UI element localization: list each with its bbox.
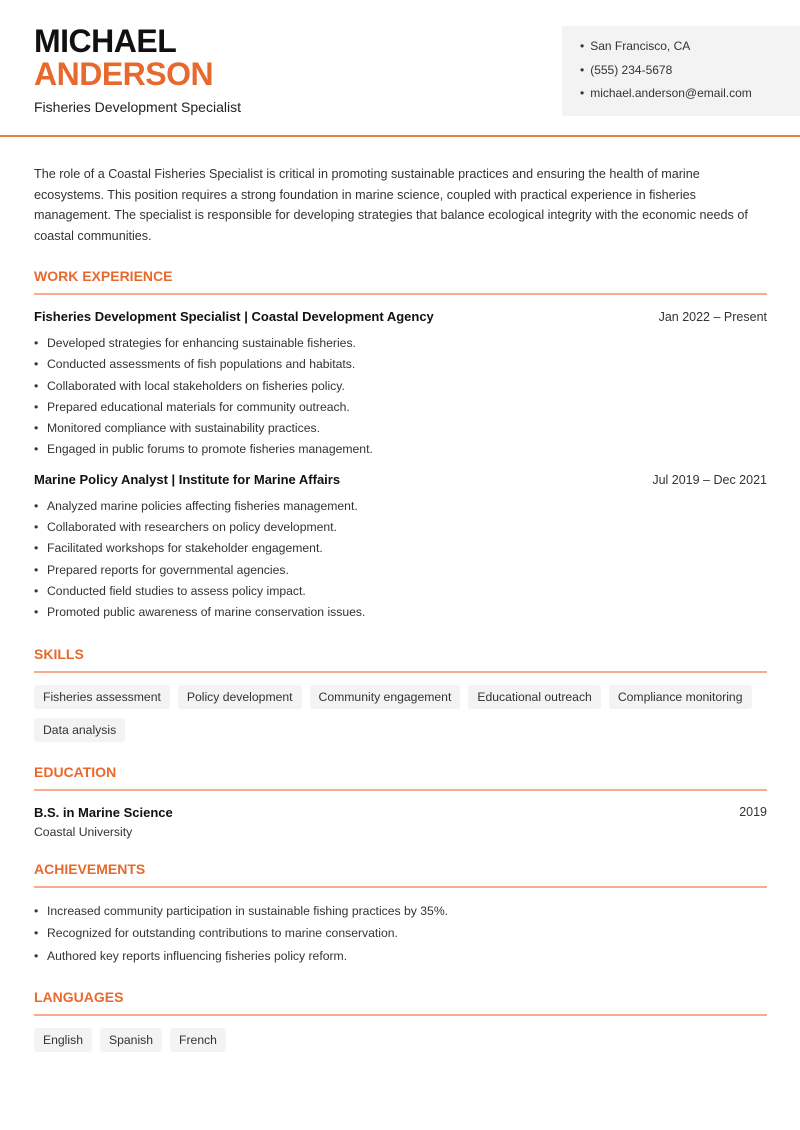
- list-item: • Increased community participation in sustainable fishing practices by 35%.: [34, 900, 767, 923]
- degree: B.S. in Marine Science: [34, 804, 173, 820]
- job-header: [34, 472, 767, 488]
- list-item: • Facilitated workshops for stakeholder engagement.: [34, 538, 767, 559]
- list-item: • Analyzed marine policies affecting fisheries management.: [34, 496, 767, 517]
- first-name: MICHAEL: [34, 23, 177, 59]
- job-bullets: [34, 333, 767, 461]
- job-header: [34, 309, 767, 325]
- skill-tag: Compliance monitoring: [609, 685, 752, 709]
- school: Coastal University: [34, 824, 133, 839]
- skill-tag: Fisheries assessment: [34, 685, 170, 709]
- job-dates: Jan 2022 – Present: [658, 310, 767, 324]
- contact-box: [562, 26, 800, 116]
- language-tag: French: [170, 1028, 226, 1052]
- skills-list: [34, 685, 767, 742]
- list-item: • Engaged in public forums to promote fisheries management.: [34, 439, 767, 460]
- education-entry: [34, 805, 767, 820]
- list-item: • Prepared reports for governmental agencies.: [34, 560, 767, 581]
- summary: The role of a Coastal Fisheries Specialist is critical in promoting sustainable practices and ensuring the health of marine ecosystems. This position requires a strong foundation in marine science, coupled with practical experience in fisheries management. The specialist is responsible for developing strategies that balance ecological integrity with the economic needs of coastal communities.: [34, 167, 748, 243]
- job-role: Fisheries Development Specialist | Coastal Development Agency: [34, 309, 434, 324]
- job-dates: Jul 2019 – Dec 2021: [652, 472, 767, 487]
- contact-location: • San Francisco, CA: [580, 38, 800, 62]
- last-name: ANDERSON: [34, 56, 214, 92]
- contact-email: • michael.anderson@email.com: [580, 85, 800, 109]
- education-year: 2019: [739, 804, 767, 819]
- list-item: • Conducted field studies to assess policy impact.: [34, 581, 767, 602]
- languages-list: [34, 1028, 767, 1052]
- list-item: • Developed strategies for enhancing sustainable fisheries.: [34, 333, 767, 354]
- section-heading-work: WORK EXPERIENCE: [34, 268, 767, 295]
- resume-header: [0, 0, 800, 137]
- language-tag: Spanish: [100, 1028, 162, 1052]
- job-title: Fisheries Development Specialist: [34, 99, 241, 115]
- list-item: • Conducted assessments of fish populations and habitats.: [34, 354, 767, 375]
- list-item: • Collaborated with researchers on policy development.: [34, 517, 767, 538]
- list-item: • Recognized for outstanding contributions to marine conservation.: [34, 922, 767, 945]
- skill-tag: Policy development: [178, 685, 302, 709]
- list-item: • Authored key reports influencing fisheries policy reform.: [34, 945, 767, 968]
- section-heading-achievements: ACHIEVEMENTS: [34, 861, 767, 888]
- job-role: Marine Policy Analyst | Institute for Marine Affairs: [34, 471, 341, 487]
- language-tag: English: [34, 1028, 92, 1052]
- list-item: • Monitored compliance with sustainability practices.: [34, 418, 767, 439]
- skill-tag: Data analysis: [34, 718, 125, 742]
- section-heading-skills: SKILLS: [34, 646, 767, 673]
- achievements-list: [34, 900, 767, 968]
- list-item: • Prepared educational materials for community outreach.: [34, 397, 767, 418]
- contact-phone: • (555) 234-5678: [580, 62, 800, 86]
- job-bullets: [34, 496, 767, 624]
- section-heading-education: EDUCATION: [34, 764, 767, 791]
- section-heading-languages: LANGUAGES: [34, 989, 767, 1016]
- list-item: • Promoted public awareness of marine conservation issues.: [34, 602, 767, 623]
- list-item: • Collaborated with local stakeholders on fisheries policy.: [34, 376, 767, 397]
- skill-tag: Community engagement: [310, 685, 461, 709]
- skill-tag: Educational outreach: [468, 685, 601, 709]
